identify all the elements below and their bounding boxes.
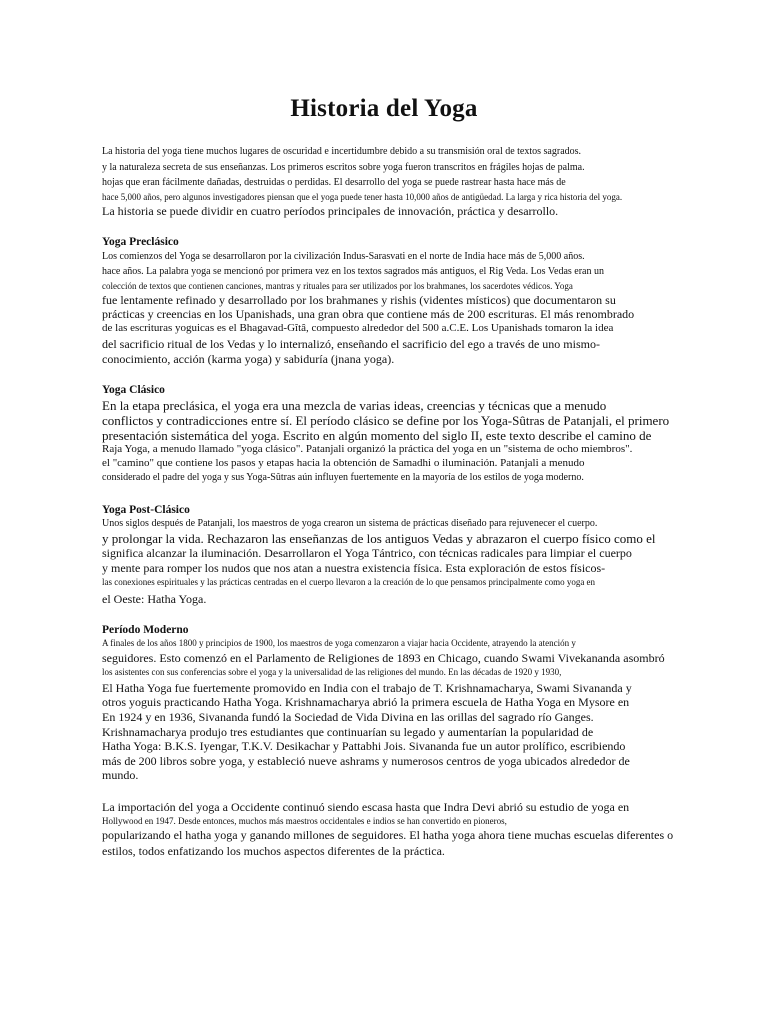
section-line: y mente para romper los nudos que nos atan a nuestra existencia física. Esta exploración de estos físicos-: [102, 561, 606, 575]
closing-line: Hollywood en 1947. Desde entonces, muchos más maestros occidentales e indios se han convertido en pioneros,: [102, 816, 507, 826]
section-line: En la etapa preclásica, el yoga era una mezcla de varias ideas, creencias y técnicas que a menudo: [102, 398, 607, 413]
section-line: Unos siglos después de Patanjali, los maestros de yoga crearon un sistema de prácticas diseñado para rejuvenecer el cuerpo.: [102, 518, 598, 529]
section-line: los asistentes con sus conferencias sobre el yoga y la universalidad de las religiones del mundo. En las décadas de 1920 y 1930,: [102, 667, 562, 677]
section-line: otros yoguis practicando Hatha Yoga. Krishnamacharya abrió la primera escuela de Hatha Yoga en Mysore en: [102, 695, 630, 709]
closing-line: estilos, todos enfatizando los muchos aspectos diferentes de la práctica.: [102, 844, 445, 858]
section-line: Raja Yoga, a menudo llamado "yoga clásico". Patanjali organizó la práctica del yoga en un "sistema de ocho miembros".: [102, 443, 633, 455]
section-line: el "camino" que contiene los pasos y etapas hacia la obtención de Samadhi o iluminación. Patanjali a menudo: [102, 457, 585, 469]
section-heading: Yoga Clásico: [102, 384, 165, 396]
section-line: A finales de los años 1800 y principios de 1900, los maestros de yoga comenzaron a viajar hacia Occidente, atrayendo la atención y: [102, 638, 576, 648]
section-heading: Período Moderno: [102, 624, 189, 636]
intro-line: hojas que eran fácilmente dañadas, destruidas o perdidas. El desarrollo del yoga se puede rastrear hasta hace más de: [102, 177, 566, 188]
intro-line: La historia se puede dividir en cuatro períodos principales de innovación, práctica y desarrollo.: [102, 204, 559, 218]
section-line: presentación sistemática del yoga. Escrito en algún momento del siglo II, este texto describe el camino de: [102, 428, 652, 443]
section-line: colección de textos que contienen canciones, mantras y rituales para ser utilizados por los brahmanes, los sacerdotes védicos. Yoga: [102, 281, 573, 291]
section-line: fue lentamente refinado y desarrollado por los brahmanes y rishis (videntes místicos) que documentaron su: [102, 293, 616, 307]
section-line: Hatha Yoga: B.K.S. Iyengar, T.K.V. Desikachar y Pattabhi Jois. Sivananda fue un autor prolífico, escribiendo: [102, 739, 626, 753]
intro-line: La historia del yoga tiene muchos lugares de oscuridad e incertidumbre debido a su transmisión oral de textos sagrados.: [102, 146, 582, 157]
section-line: del sacrificio ritual de los Vedas y lo internalizó, enseñando el sacrificio del ego a través de uno mismo-: [102, 337, 600, 351]
section-line: de las escrituras yoguicas es el Bhagavad-Gîtâ, compuesto alrededor del 500 a.C.E. Los Upanishads tomaron la idea: [102, 322, 614, 334]
section-line: significa alcanzar la iluminación. Desarrollaron el Yoga Tántrico, con técnicas radicales para limpiar el cuerpo: [102, 546, 632, 560]
section-line: conocimiento, acción (karma yoga) y sabiduría (jnana yoga).: [102, 352, 395, 366]
section-line: mundo.: [102, 768, 139, 782]
section-line: Los comienzos del Yoga se desarrollaron por la civilización Indus-Sarasvati en el norte de India hace más de 5,000 años.: [102, 251, 585, 262]
section-line: Krishnamacharya produjo tres estudiantes que continuarían su legado y aumentarían la popularidad de: [102, 725, 594, 739]
section-line: las conexiones espirituales y las prácticas centradas en el cuerpo llevaron a la creación de lo que pensamos principalmente como yoga en: [102, 577, 596, 587]
section-heading: Yoga Preclásico: [102, 236, 179, 248]
closing-line: La importación del yoga a Occidente continuó siendo escasa hasta que Indra Devi abrió su estudio de yoga en: [102, 800, 630, 814]
intro-line: y la naturaleza secreta de sus enseñanzas. Los primeros escritos sobre yoga fueron transcritos en frágiles hojas de palma.: [102, 162, 585, 173]
section-line: En 1924 y en 1936, Sivananda fundó la Sociedad de Vida Divina en las orillas del sagrado río Ganges.: [102, 710, 594, 724]
section-line: y prolongar la vida. Rechazaron las enseñanzas de los antiguos Vedas y abrazaron el cuerpo físico como el: [102, 531, 656, 546]
section-line: El Hatha Yoga fue fuertemente promovido en India con el trabajo de T. Krishnamacharya, Swami Sivananda y: [102, 681, 632, 695]
page-title: Historia del Yoga: [290, 95, 478, 122]
section-heading: Yoga Post-Clásico: [102, 504, 190, 516]
section-line: el Oeste: Hatha Yoga.: [102, 592, 207, 606]
intro-line: hace 5,000 años, pero algunos investigadores piensan que el yoga puede tener hasta 10,000 años de antigüedad. La larga y rica historia del yoga.: [102, 192, 623, 202]
section-line: más de 200 libros sobre yoga, y estableció nueve ashrams y numerosos centros de yoga ubicados alrededor de: [102, 754, 630, 768]
section-line: prácticas y creencias en los Upanishads, una gran obra que contiene más de 200 escrituras. El más renombrado: [102, 307, 635, 321]
closing-line: popularizando el hatha yoga y ganando millones de seguidores. El hatha yoga ahora tiene muchas escuelas diferentes o: [102, 828, 674, 842]
section-line: conflictos y contradicciones entre sí. El período clásico se define por los Yoga-Sûtras de Patanjali, el primero: [102, 413, 670, 428]
section-line: hace años. La palabra yoga se mencionó por primera vez en los textos sagrados más antiguos, el Rig Veda. Los Vedas eran un: [102, 266, 604, 277]
section-line: considerado el padre del yoga y sus Yoga-Sûtras aún influyen fuertemente en la mayoría de los estilos de yoga moderno.: [102, 472, 584, 483]
section-line: seguidores. Esto comenzó en el Parlamento de Religiones de 1893 en Chicago, cuando Swami Vivekananda asombró: [102, 651, 665, 665]
